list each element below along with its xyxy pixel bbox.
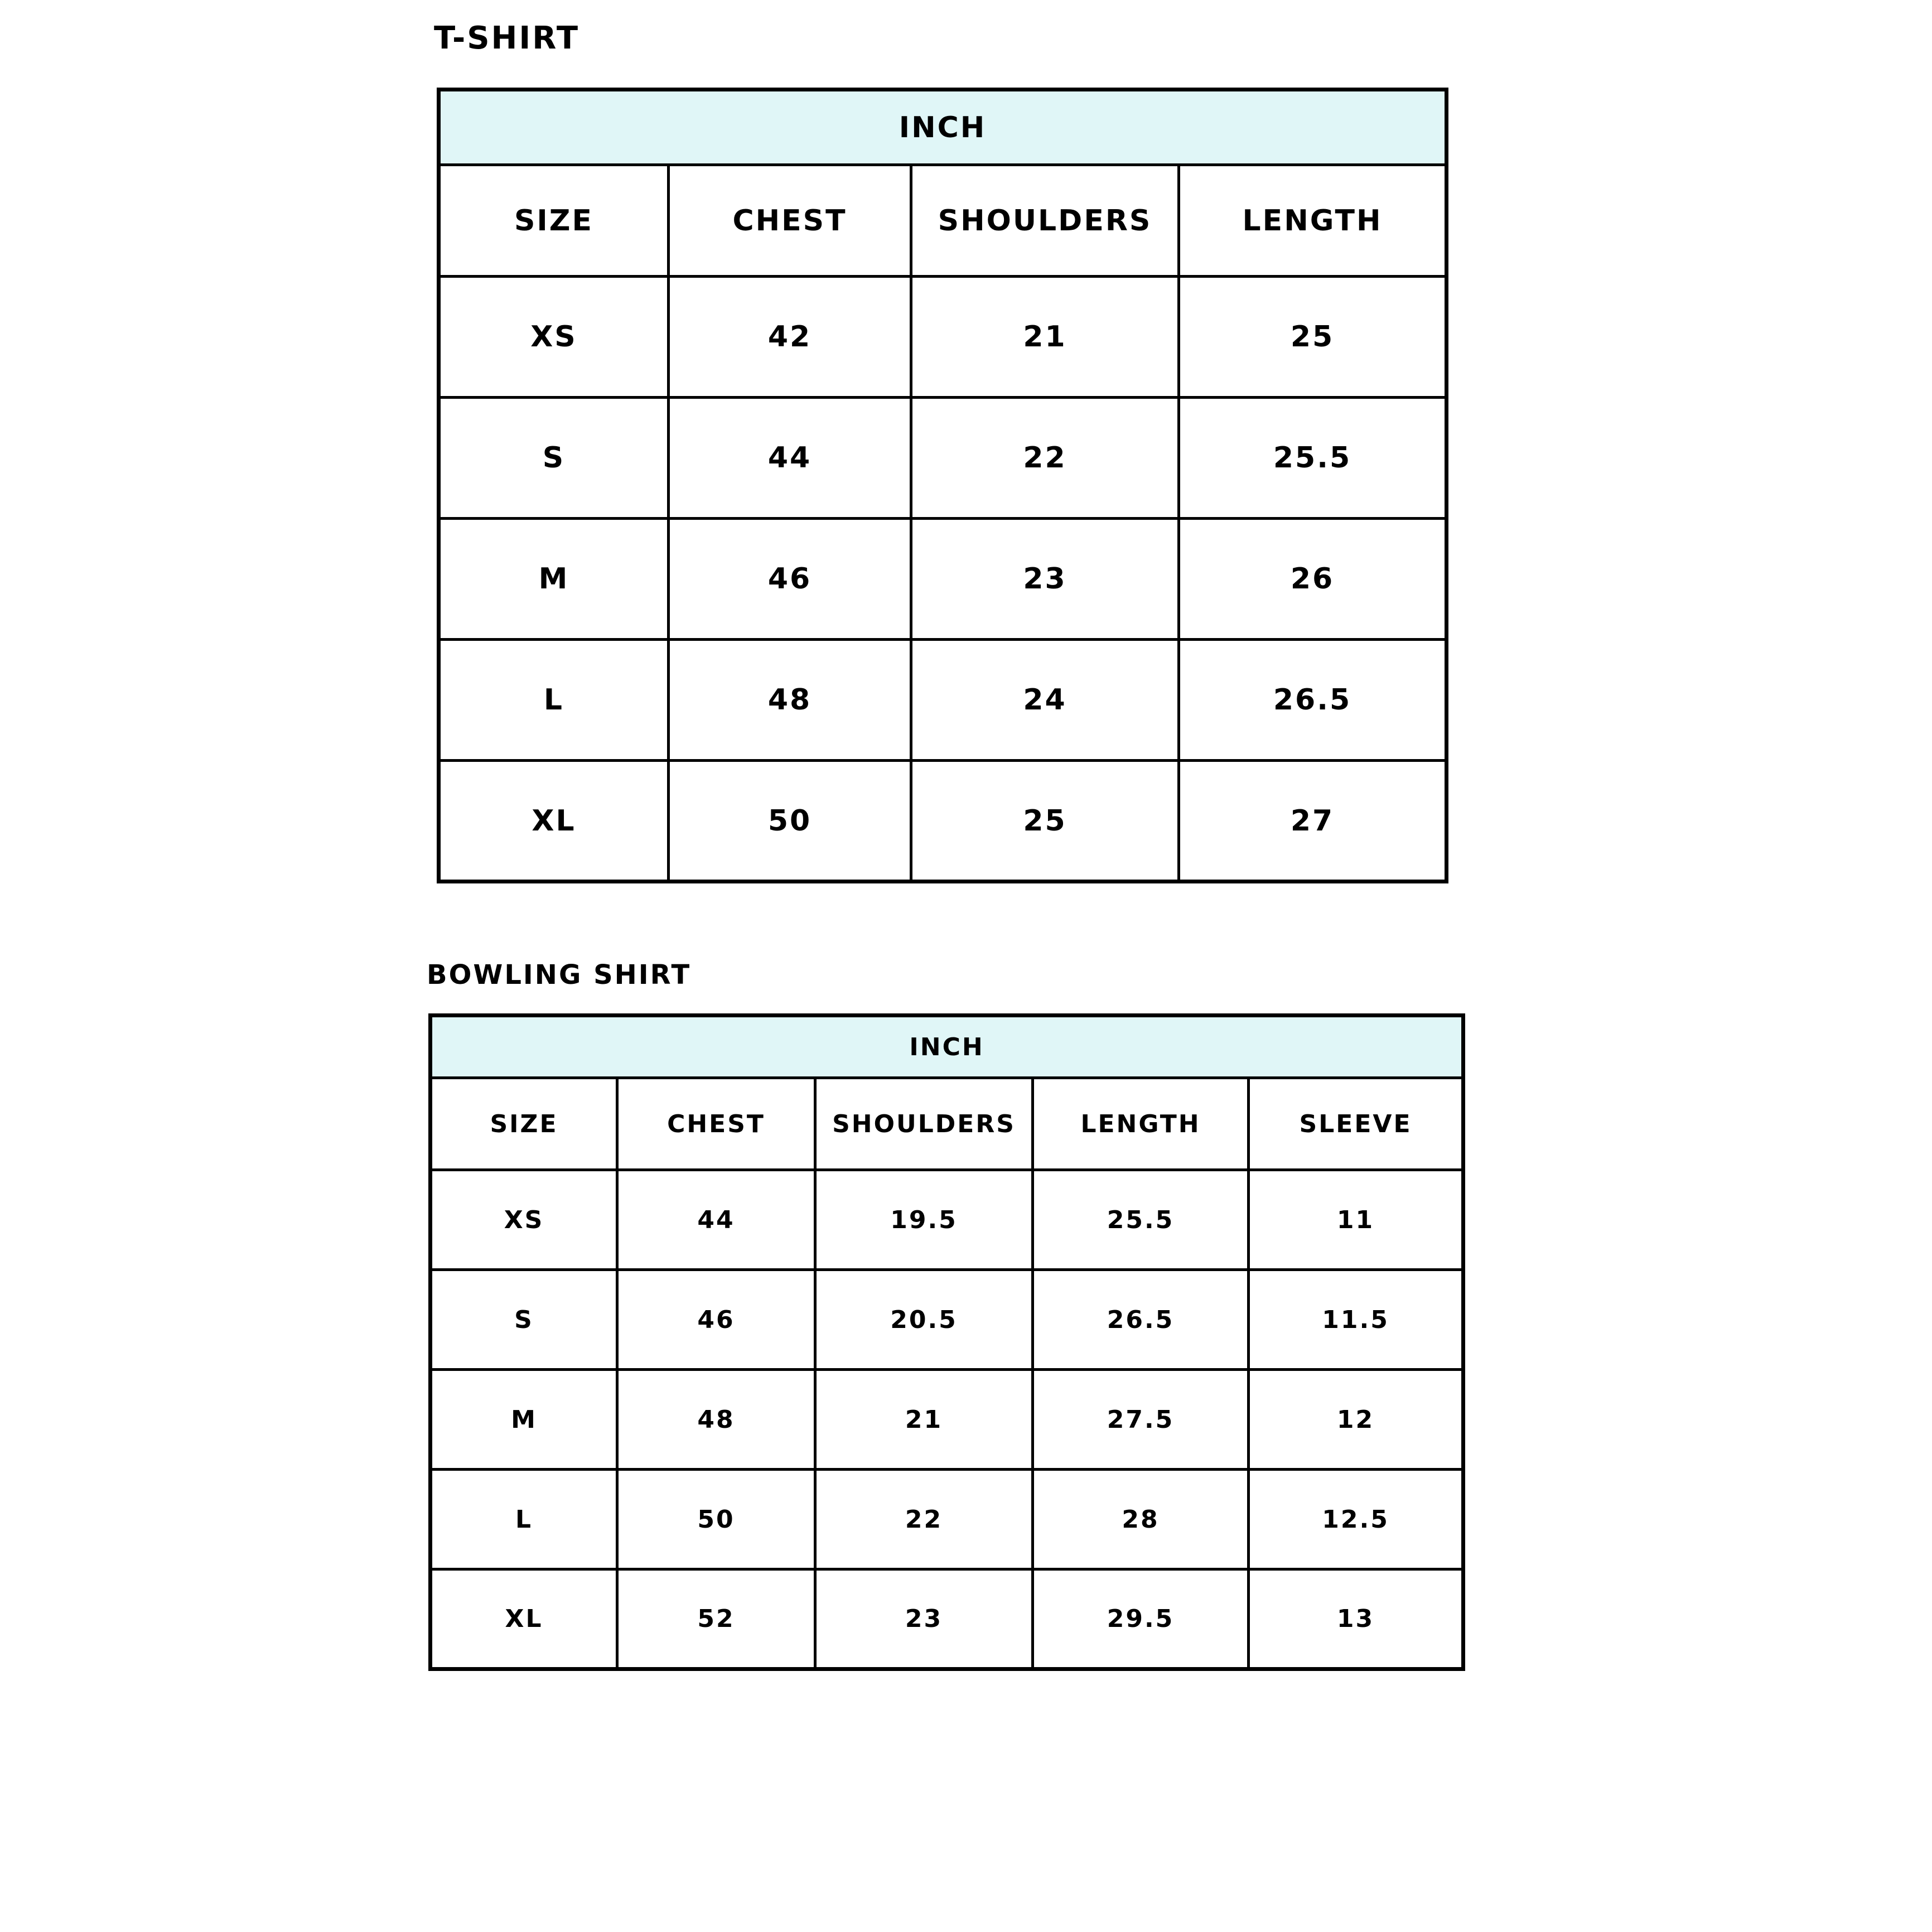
length-cell: 26.5 <box>1033 1270 1249 1370</box>
length-cell: 26 <box>1179 519 1447 640</box>
column-header-chest: CHEST <box>669 165 911 277</box>
size-cell: XL <box>439 761 669 882</box>
size-cell: M <box>431 1370 617 1470</box>
size-cell: XL <box>431 1569 617 1669</box>
shoulders-cell: 23 <box>815 1569 1033 1669</box>
column-header-length: LENGTH <box>1179 165 1447 277</box>
chest-cell: 52 <box>617 1569 815 1669</box>
column-header-shoulders: SHOULDERS <box>911 165 1179 277</box>
shoulders-cell: 22 <box>911 398 1179 519</box>
unit-row <box>431 1016 1464 1078</box>
table-row <box>439 519 1447 640</box>
size-cell: S <box>439 398 669 519</box>
shoulders-cell: 24 <box>911 640 1179 761</box>
chest-cell: 50 <box>669 761 911 882</box>
length-cell: 25.5 <box>1033 1170 1249 1270</box>
chest-cell: 44 <box>669 398 911 519</box>
header-row <box>431 1078 1464 1170</box>
length-cell: 25 <box>1179 277 1447 398</box>
table-row <box>431 1370 1464 1470</box>
table-row <box>431 1470 1464 1569</box>
shoulders-cell: 22 <box>815 1470 1033 1569</box>
shoulders-cell: 21 <box>815 1370 1033 1470</box>
length-cell: 28 <box>1033 1470 1249 1569</box>
table-row <box>431 1569 1464 1669</box>
table-row <box>439 277 1447 398</box>
length-cell: 29.5 <box>1033 1569 1249 1669</box>
shoulders-cell: 19.5 <box>815 1170 1033 1270</box>
column-header-length: LENGTH <box>1033 1078 1249 1170</box>
unit-row <box>439 90 1447 165</box>
shoulders-cell: 25 <box>911 761 1179 882</box>
column-header-sleeve: SLEEVE <box>1249 1078 1464 1170</box>
shoulders-cell: 23 <box>911 519 1179 640</box>
unit-header: INCH <box>431 1016 1464 1078</box>
size-cell: XS <box>431 1170 617 1270</box>
chest-cell: 48 <box>669 640 911 761</box>
size-cell: S <box>431 1270 617 1370</box>
tshirt-size-table <box>437 88 1448 883</box>
column-header-chest: CHEST <box>617 1078 815 1170</box>
sleeve-cell: 12.5 <box>1249 1470 1464 1569</box>
sleeve-cell: 12 <box>1249 1370 1464 1470</box>
header-row <box>439 165 1447 277</box>
table-row <box>439 640 1447 761</box>
table-row <box>431 1170 1464 1270</box>
column-header-shoulders: SHOULDERS <box>815 1078 1033 1170</box>
chest-cell: 44 <box>617 1170 815 1270</box>
length-cell: 27.5 <box>1033 1370 1249 1470</box>
bowling-shirt-title: BOWLING SHIRT <box>427 959 692 991</box>
bowling-shirt-size-table <box>428 1013 1465 1671</box>
length-cell: 26.5 <box>1179 640 1447 761</box>
sleeve-cell: 11 <box>1249 1170 1464 1270</box>
chest-cell: 46 <box>617 1270 815 1370</box>
size-cell: XS <box>439 277 669 398</box>
tshirt-title: T-SHIRT <box>434 20 580 56</box>
chest-cell: 50 <box>617 1470 815 1569</box>
length-cell: 25.5 <box>1179 398 1447 519</box>
shoulders-cell: 21 <box>911 277 1179 398</box>
chest-cell: 42 <box>669 277 911 398</box>
unit-header: INCH <box>439 90 1447 165</box>
table-row <box>431 1270 1464 1370</box>
chest-cell: 48 <box>617 1370 815 1470</box>
shoulders-cell: 20.5 <box>815 1270 1033 1370</box>
sleeve-cell: 11.5 <box>1249 1270 1464 1370</box>
table-row <box>439 398 1447 519</box>
column-header-size: SIZE <box>431 1078 617 1170</box>
chest-cell: 46 <box>669 519 911 640</box>
size-cell: L <box>439 640 669 761</box>
length-cell: 27 <box>1179 761 1447 882</box>
column-header-size: SIZE <box>439 165 669 277</box>
sleeve-cell: 13 <box>1249 1569 1464 1669</box>
table-row <box>439 761 1447 882</box>
size-cell: M <box>439 519 669 640</box>
size-cell: L <box>431 1470 617 1569</box>
